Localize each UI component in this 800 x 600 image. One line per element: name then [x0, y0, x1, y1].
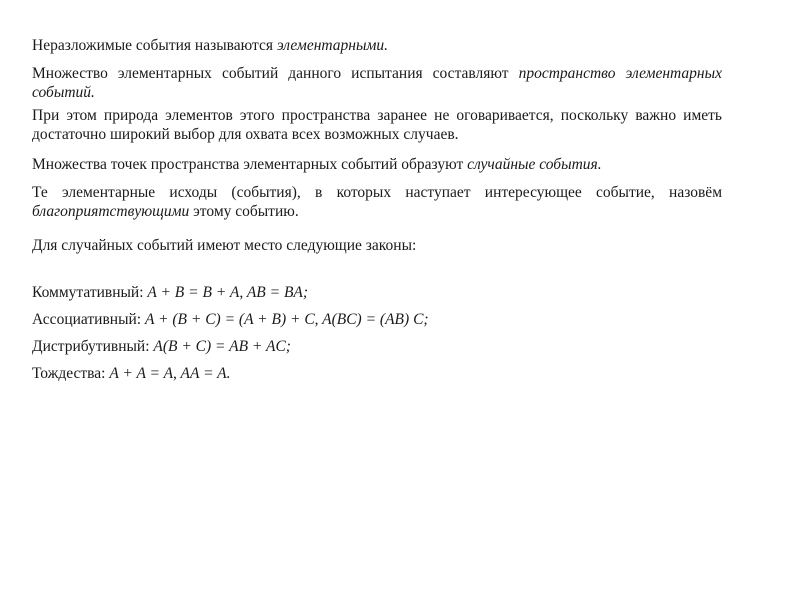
law-formula: A(B + C) = AB + AC;	[153, 338, 291, 355]
paragraph-text: Для случайных событий имеют место следующие законы:	[32, 237, 417, 254]
laws-intro	[32, 236, 722, 255]
definition-sample-space	[32, 64, 722, 102]
law-name: Дистрибутивный:	[32, 338, 154, 355]
law-associative	[32, 310, 722, 329]
definition-random-events	[32, 155, 722, 174]
term-favorable: благоприятствующими	[32, 203, 190, 220]
paragraph-text: Множества точек пространства элементарных событий образуют	[32, 156, 468, 173]
law-name: Коммутативный:	[32, 284, 148, 301]
law-formula: A + A = A, AA = A.	[109, 365, 231, 382]
term-sample-space: пространство элементарных событий.	[32, 65, 723, 101]
paragraph-text: Неразложимые события называются	[32, 37, 277, 54]
law-formula: A + B = B + A, AB = BA;	[147, 284, 309, 301]
law-name: Ассоциативный:	[32, 311, 145, 328]
paragraph-text: При этом природа элементов этого пространства заранее не оговаривается, поскольку важно иметь достаточно широкий выбор для охвата всех возможных случаев.	[32, 107, 722, 143]
definition-favorable-outcomes	[32, 183, 722, 221]
law-distributive	[32, 337, 722, 356]
law-name: Тождества:	[32, 365, 110, 382]
law-commutative	[32, 283, 722, 302]
law-formula: A + (B + C) = (A + B) + C, A(BC) = (AB) C;	[144, 311, 429, 328]
law-identities	[32, 364, 722, 383]
term-random-events: случайные события.	[467, 156, 602, 173]
paragraph-text: этому событию.	[189, 203, 299, 220]
term-elementary: элементарными.	[276, 37, 388, 54]
definition-elementary-events	[32, 36, 722, 55]
paragraph-text: Множество элементарных событий данного испытания составляют	[32, 65, 519, 82]
paragraph-text: Те элементарные исходы (события), в которых наступает интересующее событие, назовём	[32, 184, 722, 201]
sample-space-note	[32, 106, 722, 144]
